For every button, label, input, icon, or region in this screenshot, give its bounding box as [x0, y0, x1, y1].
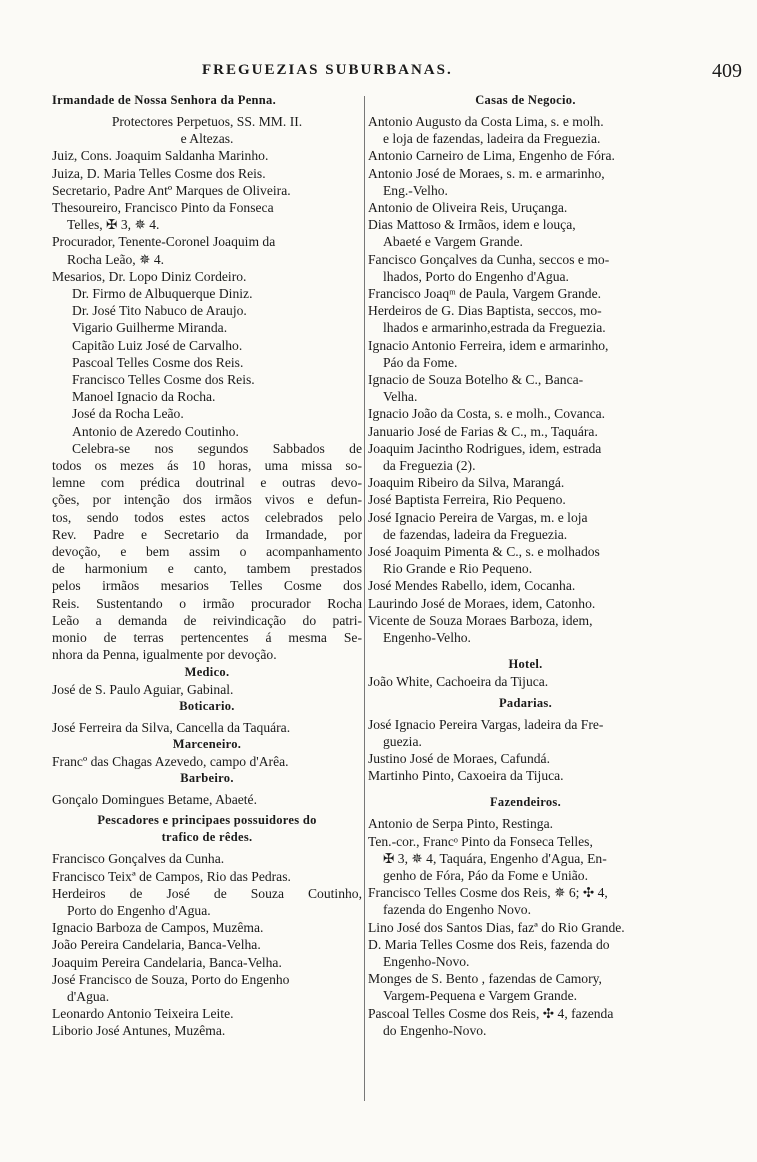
paragraph-line: Reis. Sustentando o irmão procurador Rocha: [52, 595, 362, 611]
paragraph-line: devoção, e bem assim o acompanhamento: [52, 544, 362, 560]
left-column: [52, 92, 362, 1040]
text-line: Antonio Carneiro de Lima, Engenho de Fóra.: [368, 148, 615, 164]
section-heading-barbeiro: Barbeiro.: [180, 771, 234, 786]
paragraph-line: nhora da Penna, igualmente por devoção.: [52, 647, 277, 663]
text-line: Juiza, D. Maria Telles Cosme dos Reis.: [52, 165, 266, 181]
text-line: fazenda do Engenho Novo.: [383, 902, 531, 918]
text-line: Vargem-Pequena e Vargem Grande.: [383, 988, 578, 1004]
text-line: de fazendas, ladeira da Freguezia.: [383, 526, 568, 542]
page-title: FREGUEZIAS SUBURBANAS.: [202, 62, 453, 78]
text-line: Francisco Gonçalves da Cunha.: [52, 851, 225, 867]
text-line: Francº das Chagas Azevedo, campo d'Arêa.: [52, 753, 289, 769]
section-heading-irmandade: Irmandade de Nossa Senhora da Penna.: [52, 93, 277, 107]
text-line: Herdeiros de G. Dias Baptista, seccos, mo-: [368, 303, 602, 319]
text-line: Procurador, Tenente-Coronel Joaquim da: [52, 234, 276, 250]
text-line: Engenho-Velho.: [383, 630, 471, 646]
text-line: da Freguezia (2).: [383, 458, 476, 474]
text-line: Protectores Perpetuos, SS. MM. II.: [111, 114, 303, 129]
text-line: Secretario, Padre Antº Marques de Oliveira.: [52, 182, 291, 198]
text-line: Manoel Ignacio da Rocha.: [72, 389, 216, 405]
text-line: Francisco Joaqᵐ de Paula, Vargem Grande.: [368, 286, 602, 302]
text-line: Antonio José de Moraes, s. m. e armarinho,: [368, 165, 605, 181]
text-line: Francisco Teixª de Campos, Rio das Pedras.: [52, 868, 291, 884]
text-line: Dr. José Tito Nabuco de Araujo.: [72, 303, 247, 319]
paragraph-line: ções, por intenção dos irmãos vivos e defun-: [52, 492, 362, 508]
text-line: Velha.: [383, 389, 418, 405]
text-line: Rocha Leão, ✵ 4.: [67, 251, 165, 267]
paragraph-line: todos os mezes ás 10 horas, uma missa so-: [52, 458, 362, 474]
text-line: Mesarios, Dr. Lopo Diniz Cordeiro.: [52, 268, 247, 284]
text-line: Joaquim Ribeiro da Silva, Marangá.: [368, 475, 565, 491]
text-line: Gonçalo Domingues Betame, Abaeté.: [52, 792, 257, 808]
text-line: Herdeiros de José de Souza Coutinho,: [52, 885, 362, 901]
text-line: Capitão Luiz José de Carvalho.: [72, 337, 243, 353]
text-line: Eng.-Velho.: [383, 182, 448, 198]
text-line: Ignacio Antonio Ferreira, idem e armarinho,: [368, 337, 609, 353]
text-line: Páo da Fome.: [383, 354, 458, 370]
text-line: José Ignacio Pereira Vargas, ladeira da Fre-: [368, 716, 604, 732]
section-heading-hotel: Hotel.: [508, 657, 543, 672]
text-line: Pascoal Telles Cosme dos Reis, ✣ 4, fazenda: [368, 1005, 614, 1021]
right-column: [368, 92, 683, 1039]
paragraph-line: Leão a demanda de reivindicação do patri-: [52, 612, 362, 628]
text-line: Francisco Telles Cosme dos Reis, ✵ 6; ✣ 4,: [368, 885, 608, 901]
text-line: d'Agua.: [67, 988, 110, 1004]
text-line: Porto do Engenho d'Agua.: [67, 902, 211, 918]
text-line: João White, Cachoeira da Tijuca.: [368, 674, 549, 690]
text-line: Antonio de Azeredo Coutinho.: [72, 423, 239, 439]
text-line: lhados, Porto do Engenho d'Agua.: [383, 268, 569, 284]
section-heading-medico: Medico.: [184, 664, 230, 679]
section-heading-padarias: Padarias.: [498, 695, 553, 710]
text-line: Joaquim Pereira Candelaria, Banca-Velha.: [52, 954, 282, 970]
text-line: Joaquim Jacintho Rodrigues, idem, estrada: [368, 440, 602, 456]
text-line: José Ignacio Pereira de Vargas, m. e loja: [368, 509, 588, 525]
text-line: Fancisco Gonçalves da Cunha, seccos e mo-: [368, 251, 610, 267]
text-line: José de S. Paulo Aguiar, Gabinal.: [52, 681, 234, 697]
text-line: Telles, ✠ 3, ✵ 4.: [67, 217, 160, 233]
paragraph-line: tos, sendo todos estes actos celebrados pelo: [52, 509, 362, 525]
section-heading-pescadores: Pescadores e principaes possuidores do: [97, 813, 317, 828]
section-heading-fazendeiros: Fazendeiros.: [489, 795, 562, 810]
column-divider: [364, 96, 365, 1101]
text-line: lhados e armarinho,estrada da Freguezia.: [383, 320, 606, 336]
text-line: José Baptista Ferreira, Rio Pequeno.: [368, 492, 566, 508]
text-line: Ten.-cor., Francᵒ Pinto da Fonseca Telles,: [368, 833, 593, 849]
text-line: Monges de S. Bento , fazendas de Camory,: [368, 971, 602, 987]
text-line: Rio Grande e Rio Pequeno.: [383, 561, 533, 577]
text-line: Vicente de Souza Moraes Barboza, idem,: [368, 612, 593, 628]
text-line: Justino José de Moraes, Cafundá.: [368, 750, 550, 766]
section-heading-casas: Casas de Negocio.: [475, 93, 576, 107]
text-line: José Ferreira da Silva, Cancella da Taquára.: [52, 719, 291, 735]
text-line: Martinho Pinto, Caxoeira da Tijuca.: [368, 768, 564, 784]
paragraph-line: pelos irmãos mesarios Telles Cosme dos: [52, 578, 362, 594]
text-line: guezia.: [383, 733, 422, 749]
text-line: Antonio Augusto da Costa Lima, s. e molh.: [368, 114, 604, 129]
text-line: José da Rocha Leão.: [72, 406, 184, 422]
text-line: Ignacio João da Costa, s. e molh., Covanca.: [368, 406, 606, 422]
text-line: ✠ 3, ✵ 4, Taquára, Engenho d'Agua, En-: [383, 850, 607, 866]
text-line: do Engenho-Novo.: [383, 1022, 487, 1038]
text-line: João Pereira Candelaria, Banca-Velha.: [52, 937, 261, 953]
section-heading-boticario: Boticario.: [179, 698, 235, 713]
text-line: Antonio de Oliveira Reis, Uruçanga.: [368, 200, 568, 216]
text-line: e loja de fazendas, ladeira da Freguezia.: [383, 131, 601, 147]
text-line: Januario José de Farias & C., m., Taquára.: [368, 423, 598, 439]
text-line: Dr. Firmo de Albuquerque Diniz.: [72, 286, 253, 302]
text-line: Juiz, Cons. Joaquim Saldanha Marinho.: [52, 148, 269, 164]
text-line: Ignacio de Souza Botelho & C., Banca-: [368, 372, 584, 388]
text-line: José Francisco de Souza, Porto do Engenho: [52, 971, 290, 987]
text-line: Vigario Guilherme Miranda.: [72, 320, 228, 336]
text-line: e Altezas.: [180, 131, 234, 147]
text-line: Leonardo Antonio Teixeira Leite.: [52, 1006, 234, 1022]
section-heading-pescadores-cont: trafico de rêdes.: [161, 830, 253, 845]
paragraph-line: Rev. Padre e Secretario da Irmandade, por: [52, 526, 362, 542]
text-line: Antonio de Serpa Pinto, Restinga.: [368, 816, 554, 832]
paragraph-line: monio de terras pertencentes á mesma Se-: [52, 630, 362, 646]
page-number: 409: [712, 60, 742, 82]
text-line: Abaeté e Vargem Grande.: [383, 234, 523, 250]
paragraph-line: lemne com prédica doutrinal e outras devo-: [52, 475, 362, 491]
text-line: Dias Mattoso & Irmãos, idem e louça,: [368, 217, 576, 233]
text-line: Laurindo José de Moraes, idem, Catonho.: [368, 595, 596, 611]
text-line: Thesoureiro, Francisco Pinto da Fonseca: [52, 200, 274, 216]
section-heading-marceneiro: Marceneiro.: [172, 736, 242, 751]
text-line: Francisco Telles Cosme dos Reis.: [72, 372, 255, 388]
text-line: Liborio José Antunes, Muzêma.: [52, 1023, 226, 1039]
text-line: José Joaquim Pimenta & C., s. e molhados: [368, 544, 600, 560]
text-line: Pascoal Telles Cosme dos Reis.: [72, 354, 244, 370]
text-line: Lino José dos Santos Dias, fazª do Rio Grande.: [368, 919, 625, 935]
page-header: [52, 62, 742, 86]
text-line: genho de Fóra, Páo da Fome e União.: [383, 867, 588, 883]
text-line: D. Maria Telles Cosme dos Reis, fazenda do: [368, 936, 610, 952]
text-line: Engenho-Novo.: [383, 953, 470, 969]
text-line: Ignacio Barboza de Campos, Muzêma.: [52, 920, 264, 936]
paragraph-line: Celebra-se nos segundos Sabbados de: [72, 440, 362, 456]
text-line: José Mendes Rabello, idem, Cocanha.: [368, 578, 576, 594]
paragraph-line: de harmonium e canto, tambem prestados: [52, 561, 362, 577]
